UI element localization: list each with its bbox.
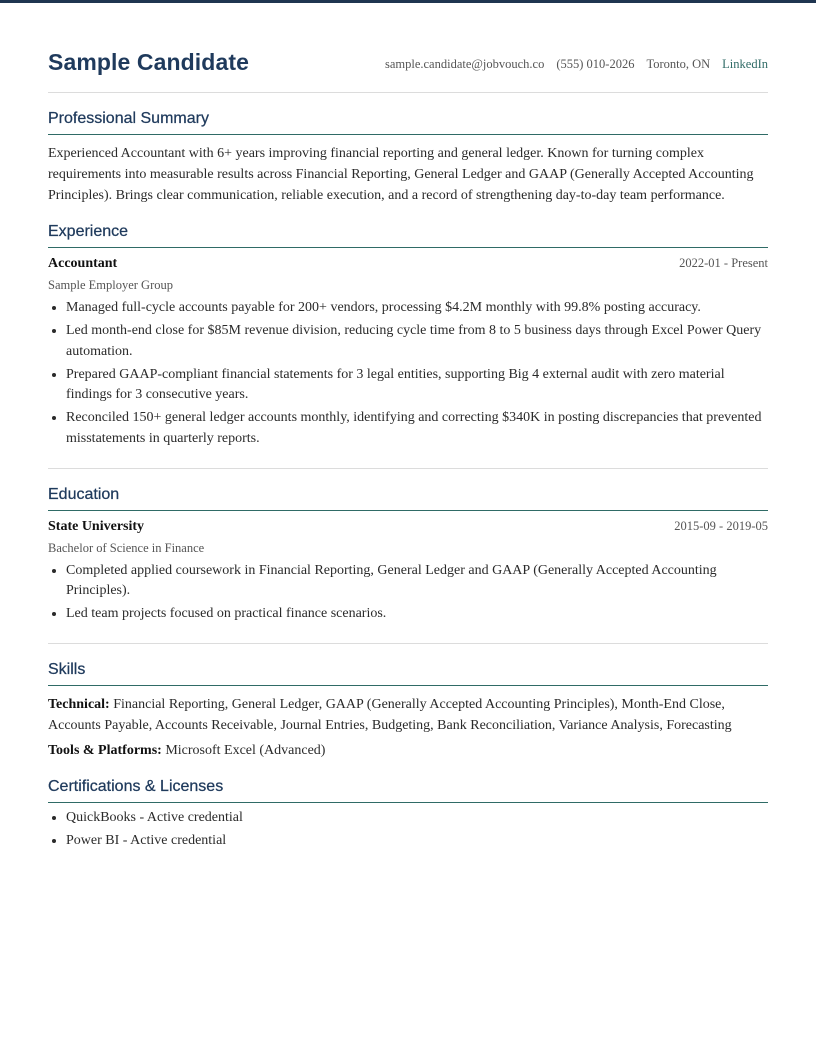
candidate-name: Sample Candidate [48, 49, 249, 75]
summary-text: Experienced Accountant with 6+ years improving financial reporting and general ledger. Known for turning complex requirements into measurable results across Financial Reporting, General Ledger and GAAP (Generally Accepted Accounting Principles). Brings clear communication, reliable execution, and a record of strengthening day-to-day team performance. [48, 146, 754, 203]
school-name: State University [48, 518, 145, 534]
list-item: • Reconciled 150+ general ledger accounts monthly, identifying and correcting $340K in posting discrepancies that prevented misstatements in quarterly reports. [66, 408, 768, 449]
education-dates: 2015-09 - 2019-05 [674, 518, 768, 533]
resume-header [48, 49, 768, 93]
certifications-section [48, 778, 768, 852]
list-item: • Completed applied coursework in Financial Reporting, General Ledger and GAAP (Generally Accepted Accounting Principles). [66, 561, 768, 602]
section-title-certifications: Certifications & Licenses [48, 778, 768, 803]
section-title-education: Education [48, 486, 768, 511]
skills-tools-label: Tools & Platforms: [48, 743, 162, 758]
education-bullets [48, 561, 768, 625]
linkedin-link[interactable]: LinkedIn [722, 57, 768, 71]
list-item: • Led month-end close for $85M revenue division, reducing cycle time from 8 to 5 business days through Excel Power Query automation. [66, 321, 768, 362]
skills-technical [48, 694, 768, 736]
education-section [48, 486, 768, 645]
experience-section [48, 223, 768, 469]
employer-name: Sample Employer Group [48, 278, 173, 292]
contact-email[interactable]: sample.candidate@jobvouch.co [384, 57, 545, 71]
section-title-summary: Professional Summary [48, 110, 768, 135]
education-entry-header [48, 519, 768, 535]
contact-location: Toronto, ON [646, 57, 711, 71]
contact-phone: (555) 010-2026 [556, 57, 635, 71]
list-item: • Managed full-cycle accounts payable for 200+ vendors, processing $4.2M monthly with 99.8% posting accuracy. [66, 298, 768, 319]
contact-info [385, 57, 768, 72]
job-dates: 2022-01 - Present [679, 256, 768, 270]
resume-page [48, 49, 768, 852]
job-title: Accountant [48, 256, 118, 271]
certifications-list [48, 808, 768, 852]
experience-bullets [48, 298, 768, 449]
experience-entry-header [48, 256, 768, 272]
skills-section [48, 661, 768, 761]
skills-technical-label: Technical: [48, 697, 110, 712]
section-title-experience: Experience [48, 223, 768, 248]
list-item: • Prepared GAAP-compliant financial statements for 3 legal entities, supporting Big 4 external audit with zero material findings for 3 consecutive years. [66, 365, 768, 406]
summary-section [48, 110, 768, 206]
list-item: • QuickBooks - Active credential [66, 808, 768, 829]
section-title-skills: Skills [48, 661, 768, 686]
skills-technical-value: Financial Reporting, General Ledger, GAAP (Generally Accepted Accounting Principles), Month-End Close, Accounts Payable, Accounts Receivable, Journal Entries, Budgeting, Bank Reconciliation, Variance Analysis, Forecasting [48, 697, 732, 733]
skills-tools-value: Microsoft Excel (Advanced) [165, 743, 326, 758]
list-item: • Led team projects focused on practical finance scenarios. [66, 604, 768, 625]
list-item: • Power BI - Active credential [66, 831, 768, 852]
degree-name: Bachelor of Science in Finance [48, 540, 205, 555]
skills-tools [48, 740, 768, 761]
